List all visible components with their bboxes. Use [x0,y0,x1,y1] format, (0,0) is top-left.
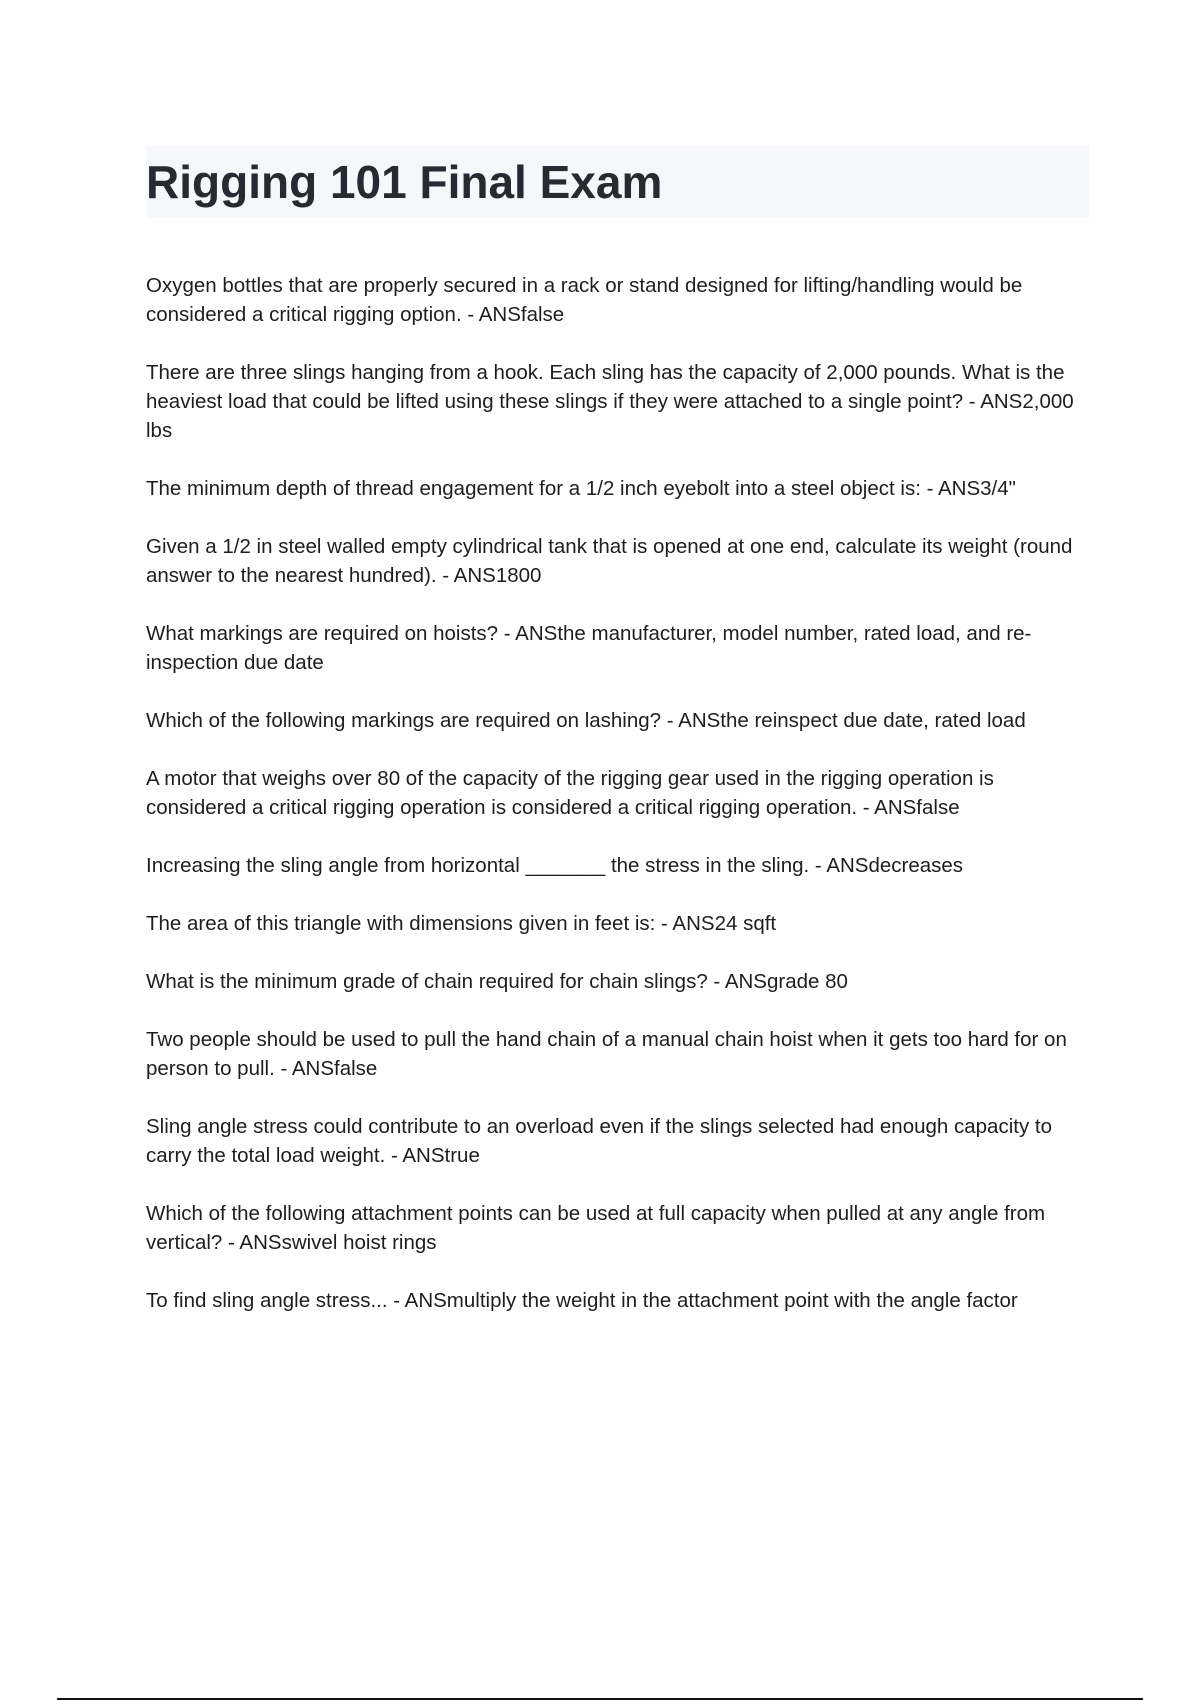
question-item: Increasing the sling angle from horizontal _______ the stress in the sling. - ANSdecreases [146,854,964,877]
question-item: Given a 1/2 in steel walled empty cylindrical tank that is opened at one end, calculate its weight (round answer to the nearest hundred). - ANS1800 [146,535,1073,587]
question-item: Sling angle stress could contribute to an overload even if the slings selected had enough capacity to carry the total load weight. - ANStrue [146,1115,1052,1167]
question-item: What is the minimum grade of chain required for chain slings? - ANSgrade 80 [146,970,848,993]
question-item: Two people should be used to pull the hand chain of a manual chain hoist when it gets too hard for on person to pull. - ANSfalse [146,1028,1067,1080]
question-item: There are three slings hanging from a hook. Each sling has the capacity of 2,000 pounds. What is the heaviest load that could be lifted using these slings if they were attached to a single point? - ANS2,000 lbs [146,361,1074,442]
question-item: What markings are required on hoists? - ANSthe manufacturer, model number, rated load, and re-inspection due date [146,622,1032,674]
question-item: Which of the following markings are required on lashing? - ANSthe reinspect due date, rated load [146,709,1026,732]
question-item: To find sling angle stress... - ANSmultiply the weight in the attachment point with the angle factor [146,1289,1018,1312]
question-item: Oxygen bottles that are properly secured in a rack or stand designed for lifting/handling would be considered a critical rigging option. - ANSfalse [146,274,1023,326]
question-item: A motor that weighs over 80 of the capacity of the rigging gear used in the rigging operation is considered a critical rigging operation is considered a critical rigging operation. - ANSfalse [146,767,994,819]
page-title: Rigging 101 Final Exam [146,156,663,208]
question-item: The area of this triangle with dimensions given in feet is: - ANS24 sqft [146,912,777,935]
question-item: The minimum depth of thread engagement for a 1/2 inch eyebolt into a steel object is: - ANS3/4" [146,477,1016,500]
question-list [146,271,1096,1344]
question-item: Which of the following attachment points can be used at full capacity when pulled at any angle from vertical? - ANSswivel hoist rings [146,1202,1046,1254]
title-banner [146,146,1089,218]
